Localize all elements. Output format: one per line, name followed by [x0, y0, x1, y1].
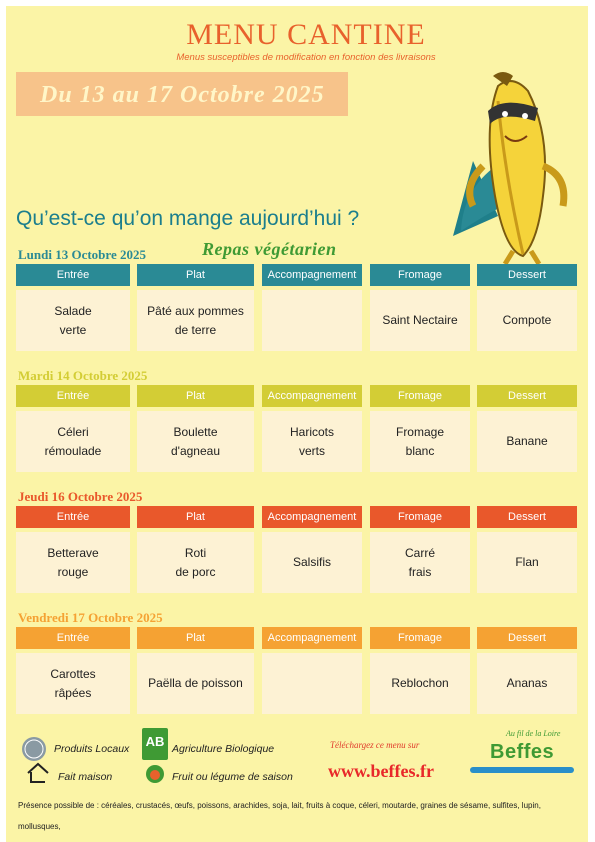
- column-header: Dessert: [477, 627, 577, 649]
- organic-label: Agriculture Biologique: [172, 743, 275, 755]
- column-header: Dessert: [477, 264, 577, 286]
- menu-item-text: Carré frais: [404, 545, 435, 579]
- local-products-label: Produits Locaux: [54, 743, 130, 755]
- day-title: Lundi 13 Octobre 2025: [18, 247, 146, 262]
- menu-page: [6, 6, 588, 842]
- menu-item-text: Roti de porc: [175, 545, 216, 579]
- allergens-notice: Présence possible de : céréales, crustacés, œufs, poissons, arachides, soja, lait, fruits à coque, céleri, moutarde, graines de sésame, sulfites, lupin, mollusques,: [18, 801, 541, 831]
- organic-ab-logo: AB: [142, 728, 168, 760]
- column-header: Entrée: [16, 264, 130, 286]
- menu-cell: [370, 653, 470, 714]
- logo-name: Beffes: [490, 741, 555, 763]
- menu-cell: [16, 411, 130, 472]
- column-header: Fromage: [370, 627, 470, 649]
- date-range-banner: Du 13 au 17 Octobre 2025: [16, 72, 348, 116]
- menu-item-text: Boulette d'agneau: [170, 424, 220, 458]
- menu-item-text: Haricots verts: [289, 424, 334, 458]
- column-header: Plat: [137, 627, 254, 649]
- menu-cell: [477, 290, 577, 351]
- menu-cell: [16, 532, 130, 593]
- menu-item-text: Saint Nectaire: [382, 313, 458, 327]
- menu-item-text: Salsifis: [292, 555, 331, 569]
- menu-cell: [262, 653, 362, 714]
- menu-item-text: Banane: [506, 434, 548, 448]
- download-text: Téléchargez ce menu sur: [330, 740, 420, 750]
- menu-cell: [137, 532, 254, 593]
- menu-cell: [477, 411, 577, 472]
- logo-tagline: Au fil de la Loire: [506, 729, 561, 738]
- menu-cell: [16, 653, 130, 714]
- column-header: Fromage: [370, 264, 470, 286]
- menu-cell: [262, 411, 362, 472]
- column-header: Accompagnement: [262, 385, 362, 407]
- menu-cell: [16, 290, 130, 351]
- seasonal-label: Fruit ou légume de saison: [172, 771, 293, 783]
- menu-cell: [370, 532, 470, 593]
- page-title: MENU CANTINE: [186, 18, 426, 51]
- column-header: Accompagnement: [262, 264, 362, 286]
- banana-mascot-illustration: [443, 66, 588, 266]
- column-header: Fromage: [370, 385, 470, 407]
- menu-item-text: Ananas: [506, 676, 548, 690]
- website-link[interactable]: www.beffes.fr: [328, 761, 434, 781]
- day-title: Jeudi 16 Octobre 2025: [18, 489, 143, 504]
- vegetarian-label: Repas végétarien: [202, 239, 337, 259]
- menu-item-text: Carottes râpées: [50, 666, 96, 700]
- menu-item-text: Reblochon: [391, 676, 449, 690]
- menu-cell: [137, 290, 254, 351]
- menu-cell: [477, 532, 577, 593]
- menu-item-text: Paëlla de poisson: [148, 676, 243, 690]
- menu-cell: [477, 653, 577, 714]
- menu-item-text: Pâté aux pommes de terre: [147, 303, 244, 337]
- logo-wave: [470, 767, 574, 773]
- day-title: Mardi 14 Octobre 2025: [18, 368, 148, 383]
- menu-item-text: Flan: [515, 555, 539, 569]
- menu-cell: [137, 411, 254, 472]
- seasonal-fruit-icon: [144, 762, 166, 784]
- menu-item-text: Fromage blanc: [395, 424, 445, 458]
- menu-cell: [262, 532, 362, 593]
- question-heading: Qu’est-ce qu’on mange aujourd’hui ?: [16, 207, 360, 230]
- menu-cell: [370, 411, 470, 472]
- menu-cell: [370, 290, 470, 351]
- menu-cell: [262, 290, 362, 351]
- column-header: Accompagnement: [262, 627, 362, 649]
- column-header: Dessert: [477, 506, 577, 528]
- menu-item-text: Céleri rémoulade: [44, 424, 102, 458]
- column-header: Entrée: [16, 385, 130, 407]
- local-products-icon: [20, 735, 48, 763]
- column-header: Fromage: [370, 506, 470, 528]
- column-header: Entrée: [16, 506, 130, 528]
- column-header: Dessert: [477, 385, 577, 407]
- column-header: Entrée: [16, 627, 130, 649]
- menu-item-text: Compote: [502, 313, 552, 327]
- column-header: Plat: [137, 506, 254, 528]
- column-header: Plat: [137, 264, 254, 286]
- column-header: Accompagnement: [262, 506, 362, 528]
- menu-item-text: Betterave rouge: [47, 545, 99, 579]
- menu-cell: [137, 653, 254, 714]
- day-title: Vendredi 17 Octobre 2025: [18, 610, 163, 625]
- homemade-label: Fait maison: [58, 771, 113, 783]
- homemade-house-icon: [26, 762, 50, 784]
- menu-item-text: Salade verte: [54, 303, 92, 337]
- page-subtitle: Menus susceptibles de modification en fonction des livraisons: [176, 52, 436, 63]
- beffes-logo: [466, 729, 578, 779]
- column-header: Plat: [137, 385, 254, 407]
